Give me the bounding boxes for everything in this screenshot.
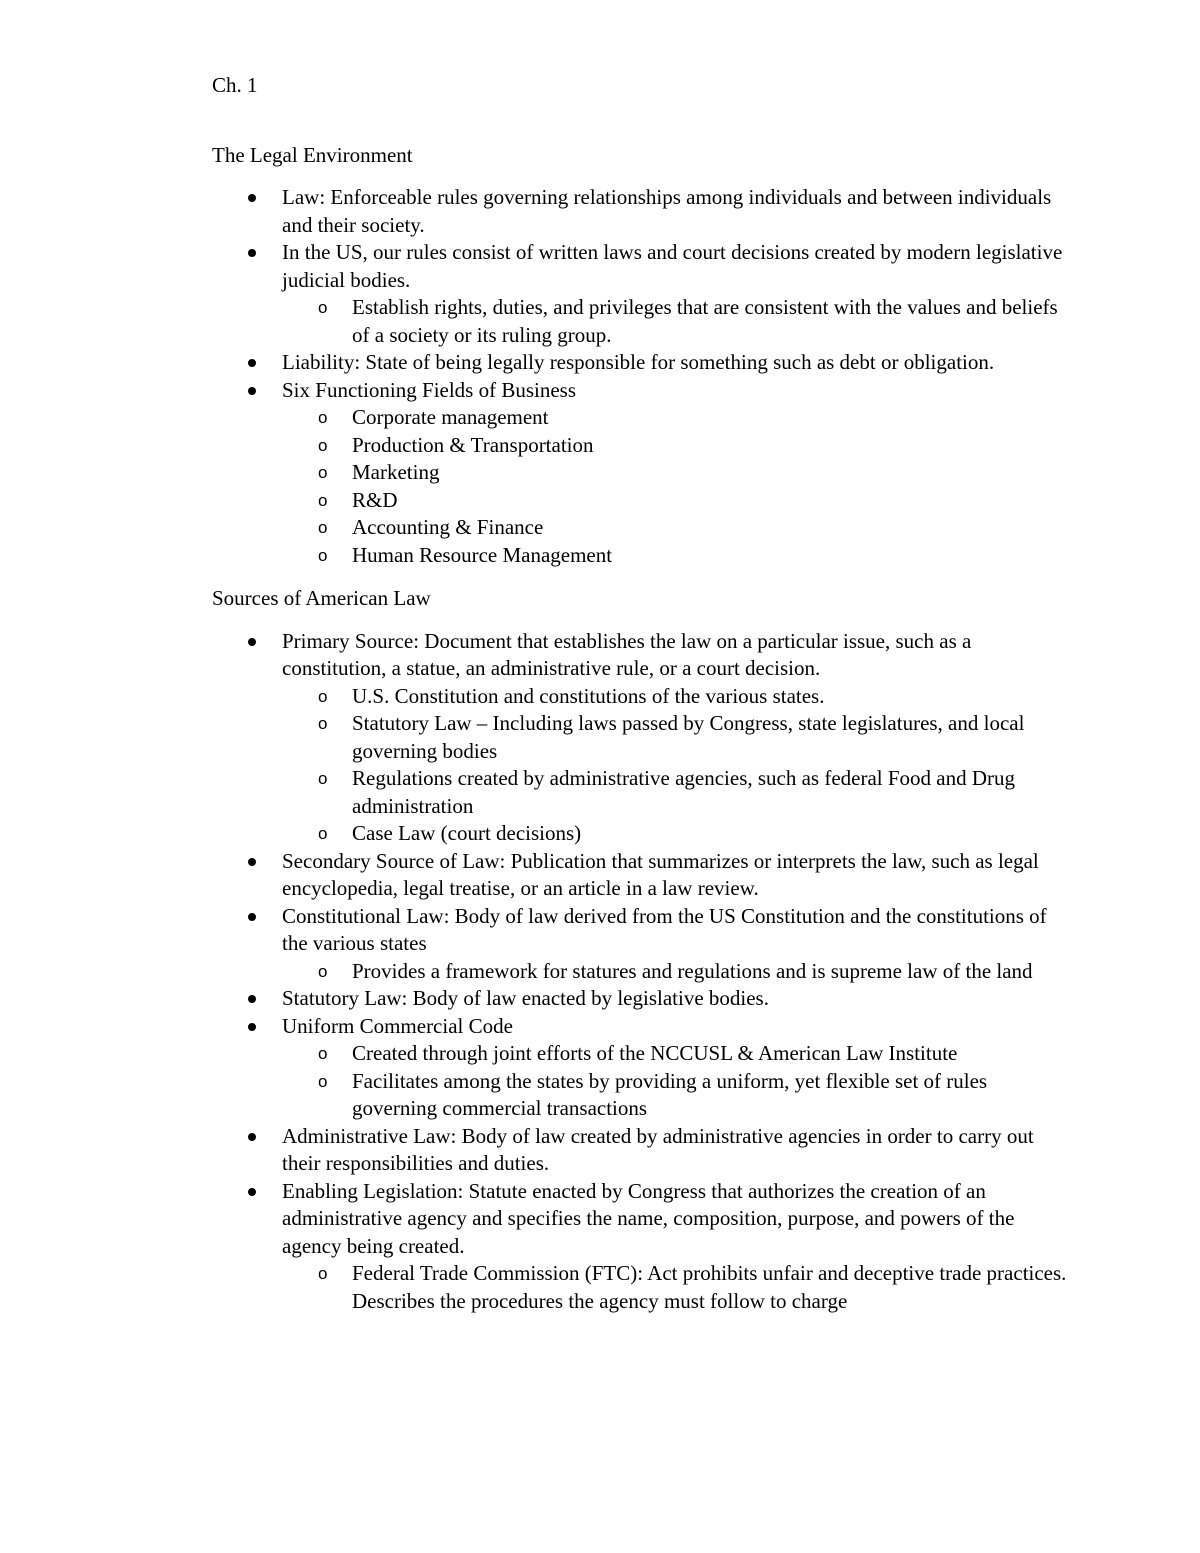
sub-list-item bbox=[282, 958, 1072, 986]
bullet-icon bbox=[248, 638, 256, 646]
sub-list-item-text: Statutory Law – Including laws passed by Congress, state legislatures, and local governing bodies bbox=[352, 711, 1025, 763]
bullet-icon bbox=[248, 1133, 256, 1141]
sub-list bbox=[282, 683, 1072, 848]
bullet-icon bbox=[248, 858, 256, 866]
list-item-text: Constitutional Law: Body of law derived from the US Constitution and the constitutions of the various states bbox=[282, 903, 1047, 955]
list-item bbox=[212, 903, 1072, 986]
sub-list bbox=[282, 1040, 1072, 1123]
sub-bullet-icon: o bbox=[318, 463, 328, 482]
section-heading: Sources of American Law bbox=[212, 586, 431, 610]
sub-list-item bbox=[282, 514, 1072, 542]
document-page bbox=[212, 72, 1072, 1331]
list-item-text: Administrative Law: Body of law created by administrative agencies in order to carry out their responsibilities and duties. bbox=[282, 1123, 1034, 1175]
list-item bbox=[212, 1013, 1072, 1123]
list-item bbox=[212, 349, 1072, 377]
sub-list-item-text: Accounting & Finance bbox=[352, 515, 544, 539]
sub-list-item-text: Federal Trade Commission (FTC): Act prohibits unfair and deceptive trade practices. Describes the procedures the agency must follow to charge bbox=[352, 1261, 1067, 1313]
sub-list-item bbox=[282, 432, 1072, 460]
list-item bbox=[212, 848, 1072, 903]
sub-list-item-text: Establish rights, duties, and privileges that are consistent with the values and beliefs of a society or its ruling group. bbox=[352, 295, 1058, 347]
bullet-icon bbox=[248, 913, 256, 921]
bullet-icon bbox=[248, 359, 256, 367]
sub-list-item-text: Human Resource Management bbox=[352, 542, 613, 567]
sub-list-item bbox=[282, 487, 1072, 515]
sub-bullet-icon: o bbox=[318, 769, 328, 788]
sub-list-item bbox=[282, 765, 1072, 820]
sub-bullet-icon: o bbox=[318, 824, 328, 843]
sub-bullet-icon: o bbox=[318, 1264, 328, 1283]
sub-bullet-icon: o bbox=[318, 714, 328, 733]
bullet-icon bbox=[248, 387, 256, 395]
sub-list bbox=[282, 404, 1072, 569]
sub-list-item bbox=[282, 710, 1072, 765]
bullet-icon bbox=[248, 194, 256, 202]
sub-list-item bbox=[282, 404, 1072, 432]
sub-list-item bbox=[282, 542, 1072, 570]
sub-list-item-text: Marketing bbox=[352, 460, 440, 484]
list-item-text: Six Functioning Fields of Business bbox=[282, 377, 577, 402]
bullet-icon bbox=[248, 1188, 256, 1196]
list-item bbox=[212, 239, 1072, 349]
chapter-title: Ch. 1 bbox=[212, 73, 258, 97]
list-item-text: Statutory Law: Body of law enacted by legislative bodies. bbox=[282, 986, 769, 1010]
list-item bbox=[212, 628, 1072, 848]
list-item bbox=[212, 184, 1072, 239]
list-item bbox=[212, 1123, 1072, 1178]
sub-list-item-text: Provides a framework for statures and regulations and is supreme law of the land bbox=[352, 958, 1033, 983]
sub-list-item-text: R&D bbox=[352, 487, 398, 512]
sub-list-item bbox=[282, 294, 1072, 349]
list-item-text: Law: Enforceable rules governing relationships among individuals and between individuals and their society. bbox=[282, 185, 1052, 237]
sub-bullet-icon: o bbox=[318, 435, 328, 455]
sub-list-item-text: U.S. Constitution and constitutions of the various states. bbox=[352, 683, 825, 708]
section-heading: The Legal Environment bbox=[212, 142, 413, 167]
list-item bbox=[212, 985, 1072, 1013]
list-item bbox=[212, 1178, 1072, 1316]
sub-bullet-icon: o bbox=[318, 686, 328, 706]
sub-bullet-icon: o bbox=[318, 298, 328, 317]
sub-list-item bbox=[282, 459, 1072, 487]
list-item-text: Primary Source: Document that establishes the law on a particular issue, such as a constitution, a statue, an administrative rule, or a court decision. bbox=[282, 628, 972, 680]
sub-list-item bbox=[282, 820, 1072, 848]
sub-bullet-icon: o bbox=[318, 518, 328, 537]
bullet-list bbox=[212, 628, 1072, 1316]
sub-list-item bbox=[282, 1040, 1072, 1068]
sub-list-item-text: Created through joint efforts of the NCCUSL & American Law Institute bbox=[352, 1041, 958, 1065]
list-item-text: Uniform Commercial Code bbox=[282, 1013, 513, 1038]
sub-list-item bbox=[282, 1260, 1072, 1315]
sub-list-item bbox=[282, 1068, 1072, 1123]
sub-list-item-text: Facilitates among the states by providing a uniform, yet flexible set of rules governing commercial transactions bbox=[352, 1068, 988, 1120]
sub-bullet-icon: o bbox=[318, 961, 328, 981]
sub-bullet-icon: o bbox=[318, 545, 328, 565]
bullet-icon bbox=[248, 249, 256, 257]
sub-bullet-icon: o bbox=[318, 490, 328, 510]
sub-list bbox=[282, 958, 1072, 986]
list-item-text: Liability: State of being legally responsible for something such as debt or obligation. bbox=[282, 350, 995, 374]
sub-bullet-icon: o bbox=[318, 1044, 328, 1063]
sub-bullet-icon: o bbox=[318, 408, 328, 427]
sub-list-item-text: Case Law (court decisions) bbox=[352, 821, 582, 845]
sub-bullet-icon: o bbox=[318, 1071, 328, 1091]
bullet-list bbox=[212, 184, 1072, 569]
sub-list-item-text: Corporate management bbox=[352, 405, 549, 429]
sub-list bbox=[282, 294, 1072, 349]
list-item-text: Enabling Legislation: Statute enacted by Congress that authorizes the creation of an administrative agency and specifies the name, composition, purpose, and powers of the agency being created. bbox=[282, 1178, 1015, 1258]
bullet-icon bbox=[248, 1023, 256, 1031]
list-item-text: In the US, our rules consist of written laws and court decisions created by modern legislative judicial bodies. bbox=[282, 240, 1063, 292]
bullet-icon bbox=[248, 995, 256, 1003]
sub-list bbox=[282, 1260, 1072, 1315]
list-item-text: Secondary Source of Law: Publication that summarizes or interprets the law, such as legal encyclopedia, legal treatise, or an article in a law review. bbox=[282, 848, 1039, 900]
list-item bbox=[212, 377, 1072, 570]
sub-list-item bbox=[282, 683, 1072, 711]
sub-list-item-text: Production & Transportation bbox=[352, 432, 594, 457]
document-body bbox=[212, 142, 1072, 1316]
sub-list-item-text: Regulations created by administrative agencies, such as federal Food and Drug administration bbox=[352, 766, 1016, 818]
